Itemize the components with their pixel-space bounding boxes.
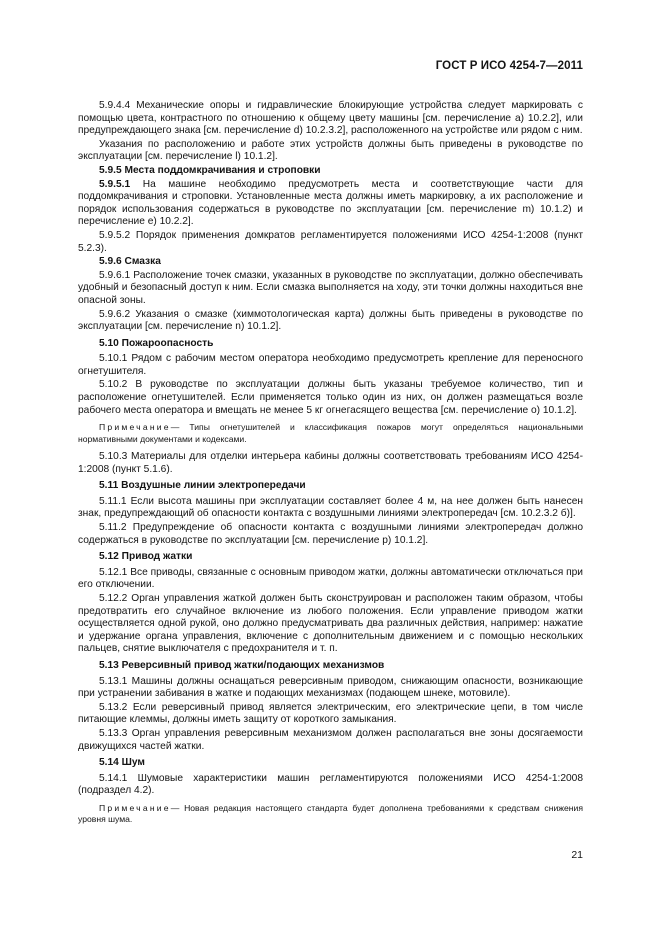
paragraph: 5.11.1 Если высота машины при эксплуатации составляет более 4 м, на нее должен быть нанесен знак, предупреждающий об опасности контакта с воздушными линиями электропередач [см. 10.2.3.2 б)]. xyxy=(78,495,583,520)
section-heading: 5.14 Шум xyxy=(99,757,145,769)
note-label: Примечание xyxy=(99,802,171,813)
paragraph: 5.10.1 Рядом с рабочим местом оператора необходимо предусмотреть крепление для переносного огнетушителя. xyxy=(78,353,583,377)
clause-text: На машине необходимо предусмотреть места и соответствующие части для поддомкрачивания и строповки. Установленные места должны иметь маркировку, а их расположение и порядок использования содержаться в руководстве по эксплуатации [см. перечисление m) 10.1.2) и перечисление е) 10.2.2]. xyxy=(78,178,583,228)
note-text: — Новая редакция настоящего стандарта будет дополнена требованиями к средствам снижения уровня шума. xyxy=(78,802,583,825)
paragraph xyxy=(78,179,583,229)
paragraph: 5.14.1 Шумовые характеристики машин регламентируются положениями ИСО 4254-1:2008 (подраздел 4.2). xyxy=(78,772,583,797)
section-heading: 5.10 Пожароопасность xyxy=(99,337,214,349)
note xyxy=(78,422,583,445)
paragraph: 5.10.3 Материалы для отделки интерьера кабины должны соответствовать требованиям ИСО 4254-1:2008 (пункт 5.1.6). xyxy=(78,451,583,475)
document-code: ГОСТ Р ИСО 4254-7—2011 xyxy=(435,60,583,72)
paragraph: 5.9.5.2 Порядок применения домкратов регламентируется положениями ИСО 4254-1:2008 (пункт 5.2.3). xyxy=(78,229,583,254)
section-heading: 5.9.6 Смазка xyxy=(99,256,161,268)
page-body xyxy=(78,100,583,832)
paragraph: 5.13.2 Если реверсивный привод является электрическим, его электрические цепи, в том числе питающие клеммы, должны иметь защиту от короткого замыкания. xyxy=(78,701,583,726)
section-heading: 5.13 Реверсивный привод жатки/подающих механизмов xyxy=(99,659,385,671)
paragraph: 5.12.1 Все приводы, связанные с основным приводом жатки, должны автоматически отключаться при его отключении. xyxy=(78,566,583,591)
clause-number: 5.9.5.1 xyxy=(99,178,131,190)
note-text: — Типы огнетушителей и классификация пожаров могут определяться национальными нормативными документами и кодексами. xyxy=(78,422,583,444)
paragraph: 5.13.3 Орган управления реверсивным механизмом должен располагаться вне зоны досягаемости движущихся частей жатки. xyxy=(78,727,583,752)
paragraph: 5.10.2 В руководстве по эксплуатации должны быть указаны требуемое количество, тип и расположение огнетушителей. Если применяется только один из них, он должен размещаться возле рабочего места оператора и вмещать не менее 5 кг огнегасящего вещества [см. перечисление о) 10.1.2]. xyxy=(78,379,583,416)
paragraph: 5.9.6.2 Указания о смазке (химмотологическая карта) должны быть приведены в руководстве по эксплуатации [см. перечисление n) 10.1.2]. xyxy=(78,308,583,333)
paragraph: 5.12.2 Орган управления жаткой должен быть сконструирован и расположен таким образом, чтобы предотвратить его случайное включение из любого положения. Если управление приводом жатки осуществляется одной рукой, оно должно предусматривать два различных действия, например: нажатие и удержание органа управления, включение с дополнительным движением и с помощью нескольких пальцев, снятие выключателя с предохранителя и т. п. xyxy=(78,593,583,655)
note xyxy=(78,803,583,826)
section-heading: 5.9.5 Места поддомкрачивания и строповки xyxy=(99,164,321,176)
paragraph: Указания по расположению и работе этих устройств должны быть приведены в руководстве по эксплуатации [см. перечисление l) 10.1.2]. xyxy=(78,138,583,163)
note-label: Примечание xyxy=(99,422,171,433)
section-heading: 5.12 Привод жатки xyxy=(99,551,193,563)
paragraph: 5.11.2 Предупреждение об опасности контакта с воздушными линиями электропередач должно содержаться в руководстве по эксплуатации [см. перечисление р) 10.1.2]. xyxy=(78,522,583,546)
paragraph: 5.9.4.4 Механические опоры и гидравлические блокирующие устройства следует маркировать с помощью цвета, контрастного по отношению к общему цвету машины [см. перечисление а) 10.2.2], или предупреждающего знака [см. перечисление d) 10.2.3.2], расположенного на устройстве или рядом с ним. xyxy=(78,100,583,137)
page-number: 21 xyxy=(571,849,583,861)
paragraph: 5.9.6.1 Расположение точек смазки, указанных в руководстве по эксплуатации, должно обеспечивать удобный и безопасный доступ к ним. Если смазка выполняется на ходу, эти точки должны находиться вне опасной зоны. xyxy=(78,269,583,306)
paragraph: 5.13.1 Машины должны оснащаться реверсивным приводом, снижающим опасности, возникающие при устранении забивания в жатке и подающих механизмах (подающем шнеке, мотовиле). xyxy=(78,675,583,700)
section-heading: 5.11 Воздушные линии электропередачи xyxy=(99,480,306,492)
